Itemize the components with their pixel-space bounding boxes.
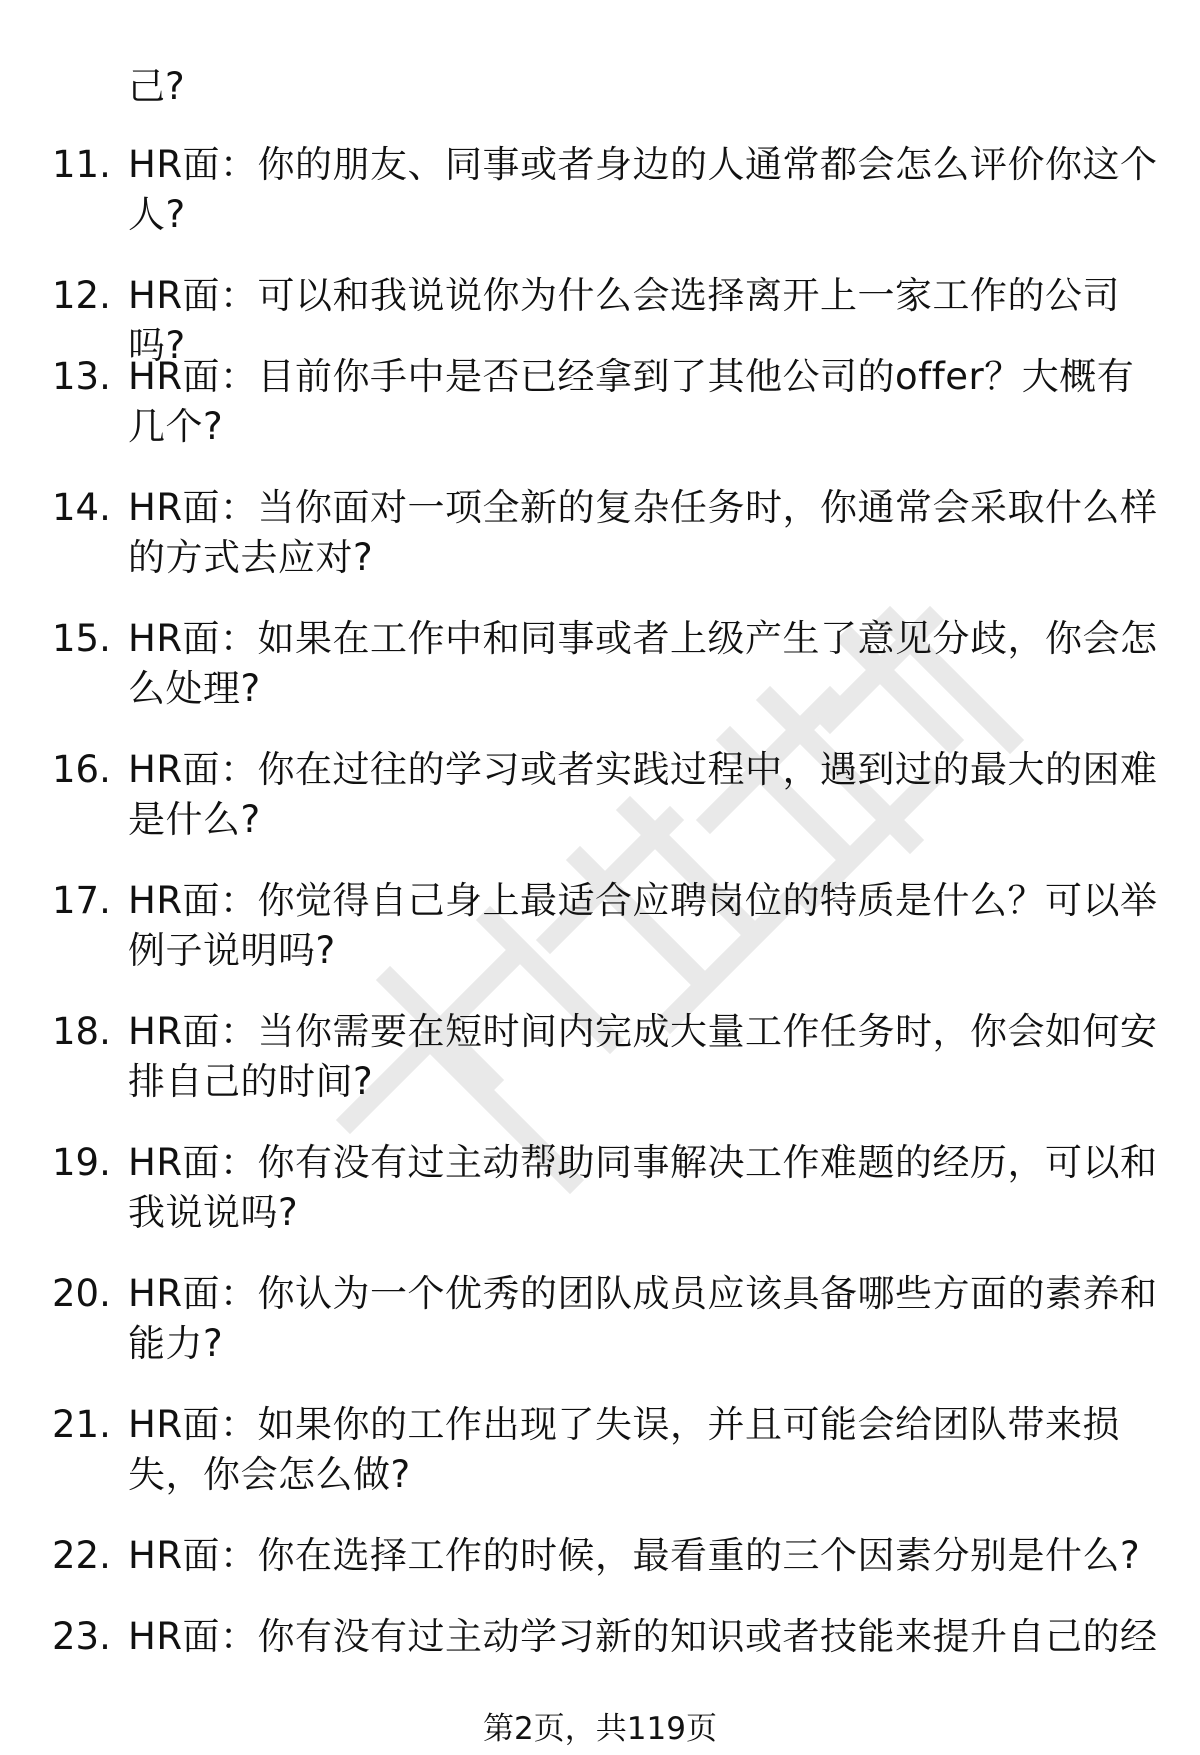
question-item (0, 1138, 1200, 1238)
question-number: 17. (52, 879, 111, 922)
question-number: 22. (52, 1534, 111, 1577)
question-text: HR面：你认为一个优秀的团队成员应该具备哪些方面的素养和能力? (128, 1272, 1158, 1365)
question-number: 19. (52, 1141, 111, 1184)
question-text: HR面：你有没有过主动帮助同事解决工作难题的经历，可以和我说说吗? (128, 1141, 1158, 1234)
question-text: HR面：你有没有过主动学习新的知识或者技能来提升自己的经 (128, 1615, 1158, 1658)
question-item (0, 1612, 1200, 1662)
question-item (0, 352, 1200, 452)
question-number: 14. (52, 486, 111, 529)
question-number: 16. (52, 748, 111, 791)
question-list (0, 140, 1200, 1693)
question-number: 18. (52, 1010, 111, 1053)
page-footer: 第2页，共119页 (483, 1711, 717, 1747)
question-item (0, 1269, 1200, 1369)
question-item (0, 876, 1200, 976)
question-number: 20. (52, 1272, 111, 1315)
question-text: HR面：当你面对一项全新的复杂任务时，你通常会采取什么样的方式去应对? (128, 486, 1158, 579)
question-item (0, 140, 1200, 240)
question-number: 15. (52, 617, 111, 660)
question-text: HR面：目前你手中是否已经拿到了其他公司的offer？大概有几个? (128, 355, 1135, 448)
continued-question-text: 己? (128, 65, 185, 108)
question-text: HR面：你在过往的学习或者实践过程中，遇到过的最大的困难是什么? (128, 748, 1158, 841)
question-item (0, 1400, 1200, 1500)
question-item (0, 271, 1200, 367)
question-text: HR面：如果你的工作出现了失误，并且可能会给团队带来损失，你会怎么做? (128, 1403, 1121, 1496)
question-number: 11. (52, 143, 111, 186)
question-text: HR面：你觉得自己身上最适合应聘岗位的特质是什么？可以举例子说明吗? (128, 879, 1158, 972)
question-item (0, 745, 1200, 845)
question-item (0, 483, 1200, 583)
question-text: HR面：当你需要在短时间内完成大量工作任务时，你会如何安排自己的时间? (128, 1010, 1158, 1103)
question-text: HR面：可以和我说说你为什么会选择离开上一家工作的公司吗? (128, 274, 1121, 367)
question-number: 12. (52, 274, 111, 317)
question-number: 13. (52, 355, 111, 398)
question-number: 23. (52, 1615, 111, 1658)
question-item (0, 1531, 1200, 1581)
question-text: HR面：如果在工作中和同事或者上级产生了意见分歧，你会怎么处理? (128, 617, 1158, 710)
question-number: 21. (52, 1403, 111, 1446)
question-item (0, 1007, 1200, 1107)
question-text: HR面：你在选择工作的时候，最看重的三个因素分别是什么? (128, 1534, 1141, 1577)
question-text: HR面：你的朋友、同事或者身边的人通常都会怎么评价你这个人? (128, 143, 1158, 236)
question-item (0, 614, 1200, 714)
